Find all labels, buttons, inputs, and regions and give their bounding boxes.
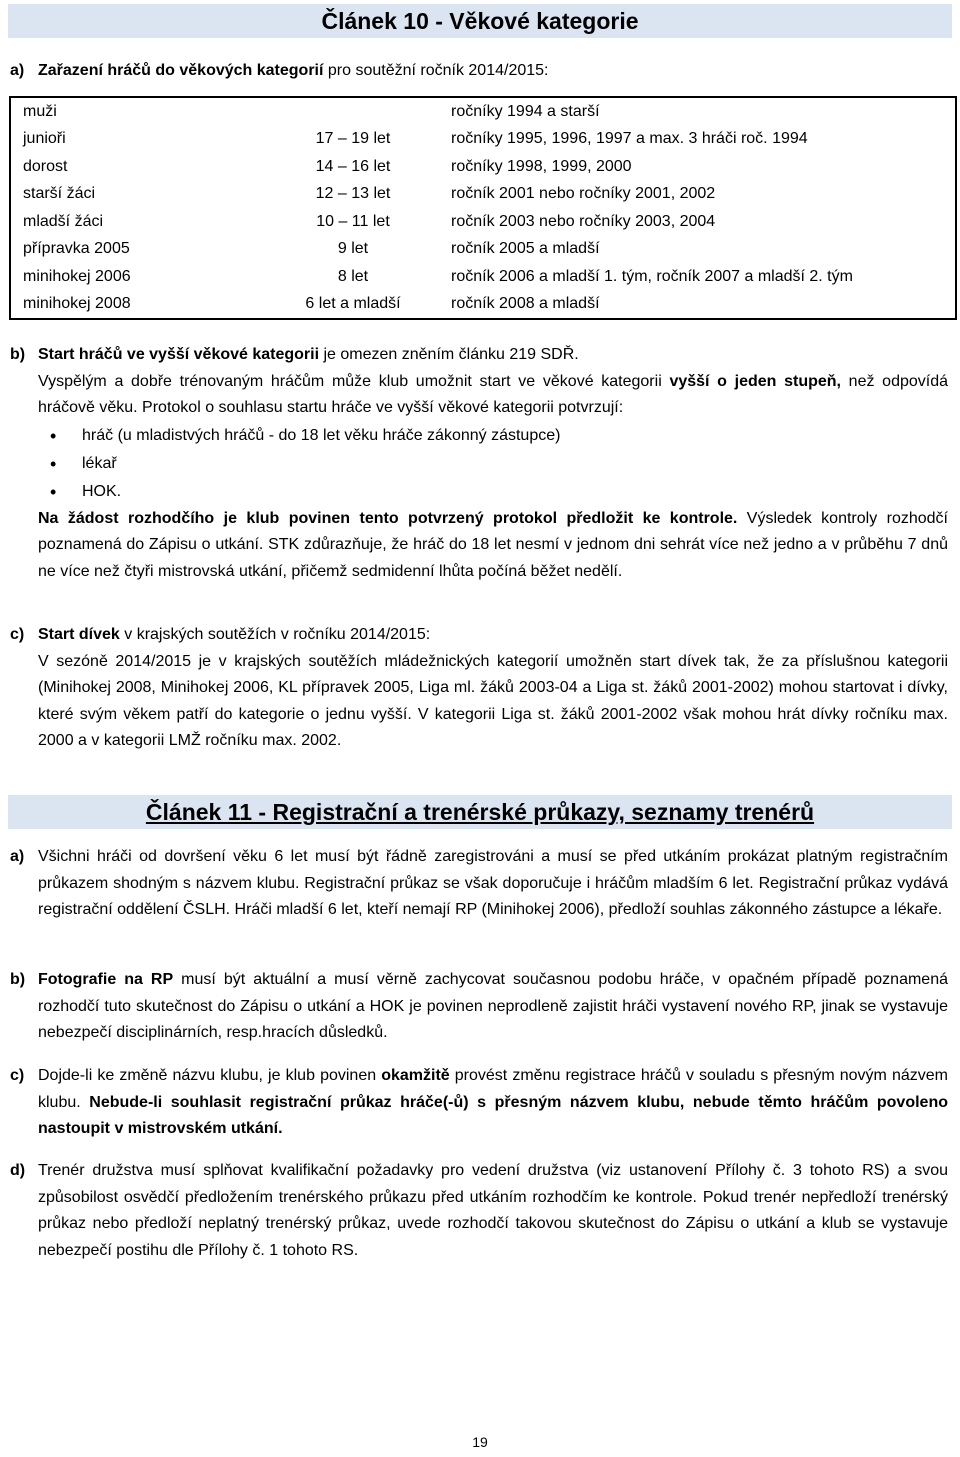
- section-label: d): [10, 1162, 26, 1179]
- birth-years-cell: ročník 2006 a mladší 1. tým, ročník 2007 a mladší 2. tým: [451, 267, 853, 285]
- birth-years-cell: ročníky 1994 a starší: [451, 102, 600, 120]
- page-number: 19: [472, 1434, 488, 1450]
- table-row: [10, 208, 956, 236]
- age-cell: 17 – 19 let: [315, 130, 391, 148]
- art10-section-a: [10, 58, 948, 85]
- birth-years-cell: ročníky 1998, 1999, 2000: [451, 157, 632, 175]
- birth-years-cell: ročník 2003 nebo ročníky 2003, 2004: [451, 212, 716, 230]
- section-label: a): [10, 62, 25, 79]
- section-label: b): [10, 346, 26, 363]
- section-b-text: musí být aktuální a musí věrně zachycovat současnou podobu hráče, v opačném případě poznamená rozhodčí tuto skutečnost do Zápisu o utkání a HOK je povinen neprodleně zajistit hráči vystavení nového RP, jinak se vystavuje nebezpečí disciplinárních, resp.hracích důsledků.: [38, 971, 949, 1041]
- section-c-emphasis-1: okamžitě: [381, 1067, 450, 1084]
- section-b-text-4: Výsledek kontroly rozhodčí poznamená do Zápisu o utkání. STK zdůrazňuje, že hráč do 18 let nesmí v jednom dni sehrát více než jedno a v průběhu 7 dnů ne více než čtyři mistrovská utkání, přičemž sedmidenní lhůta počíná běžet nedělí.: [38, 509, 948, 580]
- list-item: • hráč (u mladistvých hráčů - do 18 let věku hráče zákonný zástupce): [38, 422, 948, 450]
- age-cell: [283, 97, 423, 126]
- section-b-emphasis: vyšší o jeden stupeň,: [669, 372, 841, 390]
- birth-years-cell: ročníky 1995, 1996, 1997 a max. 3 hráči roč. 1994: [451, 130, 808, 148]
- section-a-text: pro soutěžní ročník 2014/2015:: [323, 62, 549, 79]
- section-b-text-1: je omezen zněním článku 219 SDŘ.: [319, 346, 579, 363]
- consent-list: [38, 422, 948, 506]
- section-c-text-1: v krajských soutěžích v ročníku 2014/2015:: [119, 626, 431, 643]
- art11-section-c: [10, 1063, 948, 1143]
- category-cell: přípravka 2005: [23, 240, 130, 258]
- article-10-heading: Článek 10 - Věkové kategorie: [8, 4, 952, 38]
- section-a-heading: Zařazení hráčů do věkových kategorií: [38, 62, 324, 79]
- age-cell: 9 let: [337, 240, 369, 258]
- category-cell: minihokej 2006: [23, 267, 131, 285]
- list-item: • HOK.: [38, 478, 948, 506]
- category-cell: muži: [23, 102, 57, 120]
- age-cell: 12 – 13 let: [315, 185, 391, 203]
- art10-section-c: [10, 622, 948, 755]
- art11-section-a: [10, 844, 948, 924]
- table-row: [10, 236, 956, 264]
- birth-years-cell: ročník 2001 nebo ročníky 2001, 2002: [451, 185, 716, 203]
- table-row: [10, 153, 956, 181]
- section-label: c): [10, 1067, 25, 1084]
- age-cell: 10 – 11 let: [316, 212, 390, 230]
- section-c-text-2: provést změnu registrace hráčů v souladu s přesným novým názvem klubu.: [38, 1067, 949, 1111]
- list-item: • lékař: [38, 450, 948, 478]
- age-cell: 6 let a mladší: [305, 295, 401, 313]
- category-cell: starší žáci: [23, 185, 96, 203]
- section-b-emphasis-2: Na žádost rozhodčího je klub povinen tento potvrzený protokol předložit ke kontrole.: [38, 509, 738, 527]
- age-cell: 8 let: [337, 267, 369, 285]
- age-category-table: [9, 96, 957, 320]
- category-cell: minihokej 2008: [23, 295, 131, 313]
- art11-section-b: [10, 967, 948, 1047]
- art11-section-d: [10, 1158, 948, 1264]
- section-text: Všichni hráči od dovršení věku 6 let musí být řádně zaregistrováni a musí se před utkáním prokázat platným registračním průkazem shodným s názvem klubu. Registrační průkaz se však doporučuje i hráčům mladším 6 let. Registrační průkaz vydává registrační oddělení ČSLH. Hráči mladší 6 let, kteří nemají RP (Minihokej 2006), předloží souhlas zákonného zástupce a lékaře.: [38, 848, 948, 918]
- birth-years-cell: ročník 2005 a mladší: [451, 240, 600, 258]
- category-cell: dorost: [23, 157, 68, 175]
- table-row: [10, 126, 956, 154]
- table-row: [10, 263, 956, 291]
- article-11-heading: Článek 11 - Registrační a trenérské průkazy, seznamy trenérů: [8, 795, 952, 829]
- age-cell: 14 – 16 let: [315, 157, 391, 175]
- table-row: [10, 291, 956, 320]
- section-label: a): [10, 848, 25, 865]
- section-c-text-2: V sezóně 2014/2015 je v krajských soutěžích mládežnických kategorií umožněn start dívek tak, že za příslušnou kategorii (Minihokej 2008, Minihokej 2006, KL přípravek 2005, Liga ml. žáků 2003-04 a Liga st. žáků 2001-2002) mohou startovat i dívky, které svým věkem patří do kategorie o jednu vyšší. V kategorii Liga st. žáků 2001-2002 však mohou hrát dívky ročníku max. 2000 a v kategorii LMŽ ročníku max. 2002.: [38, 652, 948, 749]
- section-b-heading: Start hráčů ve vyšší věkové kategorii: [38, 346, 320, 363]
- category-cell: mladší žáci: [23, 212, 104, 230]
- category-cell: junioři: [23, 130, 66, 148]
- section-b-text-2: Vyspělým a dobře trénovaným hráčům může klub umožnit start ve věkové kategorii: [38, 372, 670, 390]
- section-c-heading: Start dívek: [38, 626, 120, 643]
- section-c-emphasis-2: Nebude-li souhlasit registrační průkaz hráče(-ů) s přesným názvem klubu, nebude těmto hráčům povoleno nastoupit v mistrovském utkání.: [38, 1093, 948, 1137]
- section-label: c): [10, 626, 25, 643]
- section-text: Trenér družstva musí splňovat kvalifikační požadavky pro vedení družstva (viz ustanovení Přílohy č. 3 tohoto RS) a svou způsobilost osvědčí předložením trenérského průkazu před utkáním rozhodčím ke kontrole. Pokud trenér nepředloží trenérský průkaz nebo předloží neplatný trenérský průkaz, uvede rozhodčí takovou skutečnost do Zápisu o utkání a klub se vystavuje nebezpečí postihu dle Přílohy č. 1 tohoto RS.: [38, 1162, 948, 1259]
- section-b-text-3: než odpovídá hráčově věku. Protokol o souhlasu startu hráče ve vyšší věkové kategorii potvrzují:: [38, 372, 949, 416]
- table-row: [10, 181, 956, 209]
- table-row: [10, 97, 956, 126]
- birth-years-cell: ročník 2008 a mladší: [451, 295, 600, 313]
- section-b-heading: Fotografie na RP: [38, 971, 174, 988]
- section-c-text-1: Dojde-li ke změně názvu klubu, je klub povinen: [38, 1067, 382, 1084]
- art10-section-b: [10, 342, 948, 585]
- section-label: b): [10, 971, 26, 988]
